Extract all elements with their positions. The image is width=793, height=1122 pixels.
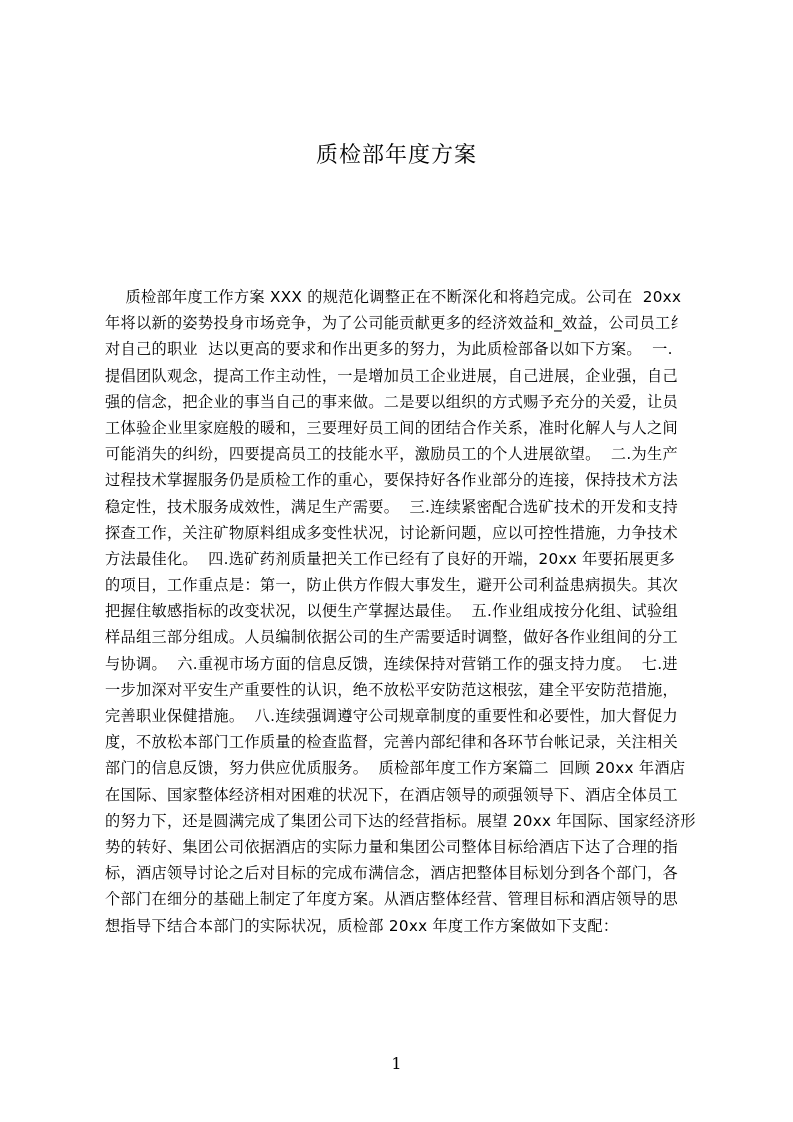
body-line: 的项目，工作重点是：第一，防止供方作假大事发生，避开公司利益患病损失。其次 [105,576,679,595]
body-line: 年将以新的姿势投身市场竞争，为了公司能贡献更多的经济效益和_效益，公司员工纟 [105,314,686,333]
page-title: 质检部年度方案 [315,143,477,168]
body-line: 对自己的职业 达以更高的要求和作出更多的努力，为此质检部备以如下方案。 一. [105,340,673,359]
body-line: 把握住敏感指标的改变状况，以便生产掌握达最佳。 五.作业组成按分化组、试验组 [105,602,678,621]
document-body [105,284,698,939]
body-line: 与协调。 六.重视市场方面的信息反馈，连续保持对营销工作的强支持力度。 七.进 [105,654,678,673]
body-line: 稳定性，技术服务成效性，满足生产需要。 三.连续紧密配合选矿技术的开发和支持 [105,497,678,516]
body-line: 个部门在细分的基础上制定了年度方案。从酒店整体经营、管理目标和酒店领导的思 [105,890,679,909]
body-line: 工体验企业里家庭般的暖和，三要理好员工间的团结合作关系，准时化解人与人之间 [105,418,679,437]
body-line: 完善职业保健措施。 八.连续强调遵守公司规章制度的重要性和必要性，加大督促力 [105,707,678,725]
body-line: 质检部年度工作方案 XXX 的规范化调整正在不断深化和将趋完成。公司在 20xx [105,288,682,306]
body-line: 过程技术掌握服务仍是质检工作的重心，要保持好各作业部分的连接，保持技术方法 [105,471,679,490]
body-line: 方法最佳化。 四.选矿药剂质量把关工作已经有了良好的开端，20xx 年要拓展更多 [105,549,676,568]
page-number: 1 [391,1054,402,1073]
body-line: 想指导下结合本部门的实际状况，质检部 20xx 年度工作方案做如下支配： [105,916,619,935]
body-line: 可能消失的纠纷，四要提高员工的技能水平，激励员工的个人进展欲望。 二.为生产 [105,445,678,464]
body-line: 部门的信息反馈，努力供应优质服务。 质检部年度工作方案篇二 回顾 20xx 年酒店 [105,759,686,778]
body-line: 提倡团队观念，提高工作主动性，一是增加员工企业进展，自己进展，企业强，自己 [105,366,679,385]
body-line: 势的转好、集团公司依据酒店的实际力量和集团公司整体目标给酒店下达了合理的指 [105,837,679,856]
body-line: 强的信念，把企业的事当自己的事来做。二是要以组织的方式赐予充分的关爱，让员 [105,392,679,411]
body-line: 探查工作，关注矿物原料组成多变性状况，讨论新问题，应以可控性措施，力争技术 [105,523,679,542]
body-line: 的努力下，还是圆满完成了集团公司下达的经营指标。展望 20xx 年国际、国家经济形 [105,811,696,830]
body-line: 样品组三部分组成。人员编制依据公司的生产需要适时调整，做好各作业组间的分工 [105,628,679,647]
body-line: 在国际、国家整体经济相对困难的状况下，在酒店领导的顽强领导下、酒店全体员工 [105,785,679,804]
body-line: 一步加深对平安生产重要性的认识，绝不放松平安防范这根弦，建全平安防范措施， [105,680,679,699]
body-line: 标，酒店领导讨论之后对目标的完成布满信念，酒店把整体目标划分到各个部门，各 [105,864,679,883]
body-line: 度，不放松本部门工作质量的检查监督，完善内部纪律和各环节台帐记录，关注相关 [105,733,679,752]
